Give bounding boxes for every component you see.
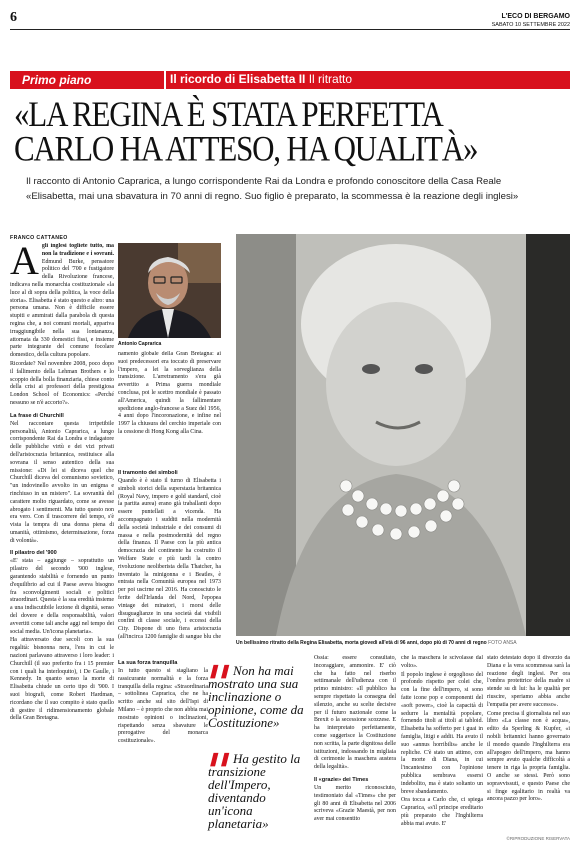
drop-cap: A (10, 243, 39, 283)
paragraph: Ricordate? Nel novembre 2008, poco dopo il fallimento della Lehman Brothers e lo scoppio della bolla finanziaria, chiese conto della crisi ai professori della prestigiosa London School of Economics: «Perché nessuno se n'è accorto?». (10, 360, 114, 406)
article-column-6 (487, 655, 570, 831)
paragraph: In tutto questo si stagliano la rassicurante normalità e la forza tranquilla della regina: «Straordinaria – sottolinea Caprarica, che ne ha scritto anche sul sito dell'Ispi di Milano – è proprio che non abbia mai mostrato opinioni o inclinazioni, rispettando senza sbavature le prerogative del monarca costituzionale». (118, 668, 208, 745)
deck (26, 174, 566, 204)
headline-line-2: CARLO HA ATTESO, HA QUALITÀ» (14, 128, 478, 169)
subheading: Il pilastro del '900 (10, 550, 57, 557)
paper-name: L'ECO DI BERGAMO (501, 13, 570, 20)
small-photo-caption: Antonio Caprarica (118, 341, 162, 347)
article-column-2 (118, 351, 221, 459)
portrait-illustration (118, 243, 221, 338)
pull-quote-2 (208, 752, 313, 830)
byline: FRANCO CATTANEO (10, 235, 68, 241)
queen-portrait-illustration (236, 234, 570, 636)
pull-quote-1 (208, 664, 313, 729)
paragraph: Ossia: essere consultato, incoraggiare, ammonire. E' ciò che ha fatto nel riserbo settimanale dell'udienza con il primo ministro: «Il pubblico ha sempre rispettato la consegna del silenzio, anche su scelte decisive per il futuro nazionale come la Brexit o la secessione scozzese. E ha interpretato perfettamente, come suggerisce la Costituzione non scritta, la parte dignitosa delle istituzioni, indossando in migliaia di cerimonie la maschera austera della legalità». (314, 655, 396, 771)
subheading: Il «grazie» dei Times (314, 776, 369, 783)
top-rule (10, 29, 570, 30)
quote-text: Non ha mai mostrato una sua inclinazione o opinione, come da Costituzione» (208, 663, 304, 730)
paragraph: Nel raccontare questa irripetibile personalità, Antonio Caprarica, a lungo corrispondente Rai da Londra e indagatore delle pubbliche virtù e dei vizi privati dell'aristocrazia britannica, restituisce alla sovrana il senso autentico della sua missione: «Di lei si diceva quel che Churchill diceva del comunismo sovietico, "un indovinello avvolto in un enigma e rinchiuso in un mistero". La sovranità del carattere molto riguardato, come se avesse abrogato i sentimenti. Ma tutto questo non era vero. Con il trascorrere del tempo, s'è vista la tempra di una donna piena di umanità, ottimismo, determinazione, forza di volontà». (10, 420, 114, 544)
queen-portrait-photo (236, 234, 570, 636)
paragraph: Ora tocca a Carlo che, ci spiega Caprarica, «s'il principe ereditario più preparato che l'Inghilterra abbia mai avuto. E' (401, 797, 483, 827)
big-photo-caption (236, 640, 570, 646)
article-column-3 (118, 465, 221, 641)
section-subtitle: Il ritratto (308, 72, 353, 86)
paragraph: Come precisa il giornalista nel suo libro «La classe non è acqua», edito da Sperling & Kupfer, «i nobili britannici hanno governato il mondo quando l'Inghilterra era all'apogeo dell'impero, ma hanno sempre avuto qualche difficoltà a tenere in riga la propria famiglia. O anche se stessi. Però sono sopravvissuti, e questo Paese che si finge egalitario in realtà va ancora pazzo per loro». (487, 710, 570, 803)
copyright-notice: ©RIPRODUZIONE RISERVATA (506, 836, 570, 841)
caption-text: Un bellissimo ritratto della Regina Elisabetta, morta giovedì all'età di 96 anni, dopo più di 70 anni di regno (236, 640, 487, 646)
page-number: 6 (10, 10, 17, 25)
quote-mark: ❚❚ (208, 751, 234, 766)
article-column-4 (314, 655, 396, 835)
quote-text: Ha gestito la transizione dell'Impero, diventando un'icona planetaria» (208, 751, 301, 831)
subheading: Il tramonto dei simboli (118, 470, 178, 476)
deck-line-1: Il racconto di Antonio Caprarica, a lungo corrispondente Rai da Londra e profondo conoscitore della Casa Reale (26, 176, 502, 187)
section-title: Il ricordo di Elisabetta II (170, 72, 306, 86)
article-column-1 (10, 243, 114, 831)
article-column-3b (118, 655, 208, 835)
paragraph: stato detestato dopo il divorzio da Diana e la vera scommessa sarà la reazione degli inglesi. Per ora l'ombra protettrice della madre si stende su di lui: ha le qualità per riuscire, speriamo abbia anche l'empatia per avere successo». (487, 655, 570, 708)
subheading: La sua forza tranquilla (118, 660, 178, 666)
masthead (492, 13, 570, 29)
subheading: La frase di Churchill (10, 412, 64, 419)
paragraph: «E' stata – aggiunge – soprattutto un pilastro del secondo '900 inglese, garantendo stabilità e fornendo un punto d'equilibrio ad cui il Paese aveva bisogno fra sconvolgimenti sociali e politici straordinari. Questa è la sua eredità insieme a una indiscutibile lezione di dignità, senso del dovere e della responsabilità, valori avvertiti come tali anche aggi nel tempo dei social media. Un'icona planetaria». (10, 558, 114, 635)
topic-bar (10, 71, 570, 89)
headline-line-1: «LA REGINA È STATA PERFETTA (14, 93, 443, 134)
article-column-5 (401, 655, 483, 835)
section-label (166, 71, 570, 89)
lead-sentence: gli inglesi togliete tutto, ma non la tradizione e i sovrani. (41, 243, 114, 257)
headline (14, 93, 570, 169)
paragraph: Edmund Burke, pensatore politico del '700 e fustigatore della Rivoluzione francese, indicava nella monarchia costituzionale «la luce al di sopra della politica, la voce della storia». Elisabetta è stato questo e altro: una persona umana. Non è difficile essere stupiti e ammirati dalla parabola di questa regina che, a noi comuni mortali, appariva irraggiungibile nella sua lontananza, attornata da 330 domestici fissi, e insieme parte integrante del comune focolare domestico, della cultura popolare. (10, 258, 114, 359)
photo-credit: FOTO ANSA (488, 640, 517, 646)
quote-mark: ❚❚ (208, 663, 234, 678)
topic-tag: Primo piano (10, 71, 164, 89)
issue-date: SABATO 10 SETTEMBRE 2022 (491, 22, 570, 28)
paragraph: che la maschera le scivolasse dal volto». (401, 655, 483, 669)
paragraph: Quando è è stato il turno di Elisabetta i simboli storici della superstazia britannica (Royal Navy, impero e gold standard, cioè la partita aurea) erano già traballanti dopo essere puntellati a vicenda. Ha accompagnato i sudditi nella modernità della società industriale e dei consumi di massa e nella postmodernità del regno della finanza. Il Paese con la più antica democrazia del continente ha costruito il Welfare State e più tardi la contro rivoluzione neoliberista della Thatcher, ha inventato la minigonna e i Beatles, è entrata nella Comunità europea nel 1973 per poi uscirne nel 2016. Ha conosciuto le ferite dell'Irlanda del Nord, l'epopea vintage dei minatori, i morsi delle disuguaglianze in una società dai visibili confini di classe sociale, i eccessi della City. Dispone di uno fiera aristocrazia (all'incirca 1200 famiglie di sangue blu che (118, 478, 221, 640)
deck-line-2: «Elisabetta, mai una sbavatura in 70 anni di regno. Suo figlio è preparato, la scommessa è la reazione degli inglesi» (26, 191, 519, 202)
caprarica-photo (118, 243, 221, 338)
paragraph: Il popolo inglese è orgoglioso del profondo rispetto per colei che, con la fine dell'impero, si sono fatte icone pop e componenti del «soft power», cioè la capacità di sedurre la mentalità popolare, fornendo titoli ai titoli ai tabloid. Elisabetta ha sofferto per i guai in famiglia, litigi e addii. Ha avuto il suo «annus horribilis» anche le repliche. C'è stato un attimo, con la morte di Diana, in cui l'incantesimo con l'opinione pubblica sembrava essersi indebolito, ma è stato soltanto un breve sbandamento. (401, 671, 483, 795)
paragraph: Ha attraversato due secoli con la sua regalità: bisnonna nera, l'era in cui le nazioni parlavano attraverso i loro leader: i Churchill (il suo preferito fra i 15 premier con i quali ha interloquito), i De Gaulle, i Kennedy. In quanto senso la morte di Elisabetta chiude un certo tipo di '900. I suoi biografi, come Robert Hardman, ricordano che il suo compito è stato quello di gestire il ridimensionamento globale della Gran Bretagna. (10, 637, 114, 722)
paragraph: namento globale della Gran Bretagna: ai suoi predecessori era toccato di preservare l'impero, a lei la sorveglianza della transizione. L'arretramento s'era già avvertito a Prima guerra mondiale conclusa, poi le scettro mondiale è passato all'America, quindi la fallimentare spedizione anglo-francese a Suez del 1956, 4 anni dopo l'incoronazione, e infine nel 1997 la chiusura del cerchio imperiale con la cessione di Hong Kong alla Cina. (118, 351, 221, 435)
paragraph: Un merito riconosciuto, testimoniato dal «Times» che per gli 80 anni di Elisabetta nel 2006 scriveva «Grazie Maestà, per non aver mai consentito (314, 784, 396, 823)
